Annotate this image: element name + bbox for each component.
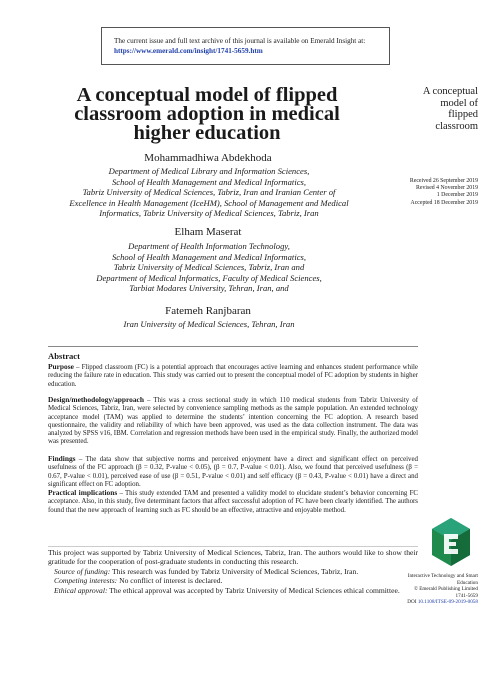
footnotes bbox=[48, 548, 418, 595]
author-affiliation bbox=[0, 166, 418, 219]
affiliation-line: Tarbiat Modares University, Tehran, Iran, and bbox=[129, 283, 289, 294]
abstract-heading: Abstract bbox=[48, 351, 80, 361]
running-title-line: classroom bbox=[435, 120, 478, 132]
abstract-section-label: Findings bbox=[48, 454, 76, 463]
journal-info-line: © Emerald Publishing Limited bbox=[413, 586, 478, 593]
author-affiliation bbox=[0, 241, 418, 294]
affiliation-line: Department of Medical Library and Information Sciences, bbox=[108, 166, 310, 176]
abstract-section-text: – Flipped classroom (FC) is a potential approach that encourages active learning and enhances student performance while reducing the failure rate in education. This study was carried out to present the conceptual model of FC adoption by students in higher education. bbox=[48, 364, 418, 388]
abstract-section-design bbox=[48, 396, 418, 447]
archive-notice-text: The current issue and full text archive of this journal is available on Emerald Insight at: bbox=[114, 37, 366, 45]
affiliation-line: Department of Health Information Technology, bbox=[128, 241, 290, 251]
title-line: higher education bbox=[133, 122, 281, 144]
author-name: Fatemeh Ranjbaran bbox=[165, 305, 251, 317]
running-title bbox=[400, 86, 478, 132]
footnote-text: This research was funded by Tabriz University of Medical Sciences, Tabriz, Iran. bbox=[110, 566, 359, 576]
footnote-ethical bbox=[48, 586, 418, 595]
doi-link[interactable]: 10.1108/ITSE-09-2019-0058 bbox=[417, 599, 478, 606]
running-title-line: flipped bbox=[448, 109, 478, 120]
abstract-section-text: – The data show that subjective norms and perceived enjoyment have a direct and significant effect on perceived usefulness of the FC approach (β = 0.32, P-value < 0.05), (β = 0.7, P-value < 0.01). Also, we found that perceived usefulness (β = 0.67, P-value < 0.01), perceived ease of use (β = 0.51, P-value < 0.01) and self efficacy (β = 0.43, P-value < 0.01) have a direct and significant effect on FC adoption. bbox=[48, 456, 418, 488]
abstract-section-text: – This was a cross sectional study in which 110 medical students from Tabriz University of Medical Sciences, Tabriz, Iran, were selected by convenience sampling methods as the sample population. An extended technology acceptance model (TAM) was applied to determine the students’ intention concerning the FC adoption. A research based questionnaire, the validity and reliability of which have been approved, was used as the data collection instrument. The data was analyzed by SPSS v16, IBM. Correlation and regression methods have been used in the empirical study. Finally, the authorized model was presented. bbox=[48, 397, 418, 446]
abstract-section-label: Purpose bbox=[48, 362, 74, 371]
abstract-section-text: – This study extended TAM and presented a validity model to elucidate student’s behavior concerning FC acceptance. Also, in this study, five determinant factors that affect successful adoption of FC have been clearly identified. The authors found that the new approach of learning such as FC should be an effective, attractive and enjoyable method. bbox=[48, 490, 418, 514]
journal-info-line: Interactive Technology and Smart bbox=[407, 573, 478, 579]
archive-notice-box bbox=[101, 27, 390, 65]
doi-line bbox=[392, 599, 478, 606]
footnote-text: The ethical approval was accepted by Tabriz University of Medical Sciences ethical committee. bbox=[107, 585, 400, 595]
affiliation-line: Informatics, Tabriz University of Medical Sciences, Tabriz, Iran bbox=[99, 208, 319, 219]
abstract-section-findings bbox=[48, 455, 418, 489]
author-name: Mohammadhiwa Abdekhoda bbox=[144, 152, 272, 164]
doi-label: DOI bbox=[407, 599, 417, 606]
footnote-interests bbox=[48, 576, 418, 585]
abstract-section-practical-implications bbox=[48, 489, 418, 515]
divider bbox=[48, 346, 418, 347]
date-line: Accepted 18 December 2019 bbox=[410, 199, 478, 206]
abstract-section-label: Design/methodology/approach bbox=[48, 395, 144, 404]
article-title bbox=[48, 86, 366, 143]
date-line: Revised 4 November 2019 bbox=[416, 185, 478, 192]
date-line: 1 December 2019 bbox=[436, 192, 478, 199]
abstract-section-purpose bbox=[48, 363, 418, 389]
journal-info bbox=[392, 573, 478, 606]
affiliation-line: School of Health Management and Medical Informatics, bbox=[111, 176, 307, 187]
title-line: classroom adoption in medical bbox=[74, 103, 340, 125]
footnote-funding bbox=[48, 567, 418, 576]
journal-info-line: 1741-5659 bbox=[455, 592, 478, 599]
affiliation-line: Iran University of Medical Sciences, Tehran, Iran bbox=[123, 319, 295, 329]
footnote-support: This project was supported by Tabriz University of Medical Sciences, Tabriz, Iran. The authors would like to show their gratitude for the cooperation of post-graduate students in conducting this research. bbox=[48, 548, 418, 567]
affiliation-line: Tabriz University of Medical Sciences, Tabriz, Iran and Iranian Center of bbox=[82, 187, 336, 198]
title-line: A conceptual model of flipped bbox=[76, 84, 338, 106]
affiliation-line: School of Health Management and Medical Informatics, bbox=[111, 251, 307, 262]
affiliation-line: Tabriz University of Medical Sciences, Tabriz, Iran and bbox=[113, 262, 305, 273]
footnote-label: Ethical approval: bbox=[54, 585, 108, 595]
divider bbox=[48, 546, 418, 547]
journal-info-line: Education bbox=[456, 579, 478, 586]
footnote-text: No conflict of interest is declared. bbox=[117, 576, 223, 586]
footnote-label: Competing interests: bbox=[54, 576, 118, 586]
running-title-line: A conceptual bbox=[422, 86, 478, 97]
publisher-logo-icon bbox=[430, 516, 472, 568]
footnote-label: Source of funding: bbox=[54, 566, 111, 576]
abstract-section-label: Practical implications bbox=[48, 488, 118, 497]
author-name: Elham Maserat bbox=[174, 226, 242, 238]
archive-link[interactable]: https://www.emerald.com/insight/1741-5659.htm bbox=[114, 47, 263, 55]
author-affiliation bbox=[0, 319, 418, 330]
affiliation-line: Department of Medical Informatics, Faculty of Medical Sciences, bbox=[96, 272, 322, 283]
date-line: Received 26 September 2019 bbox=[409, 178, 478, 184]
affiliation-line: Excellence in Health Management (IceHM), School of Management and Medical bbox=[69, 197, 349, 208]
running-title-line: model of bbox=[440, 97, 478, 109]
